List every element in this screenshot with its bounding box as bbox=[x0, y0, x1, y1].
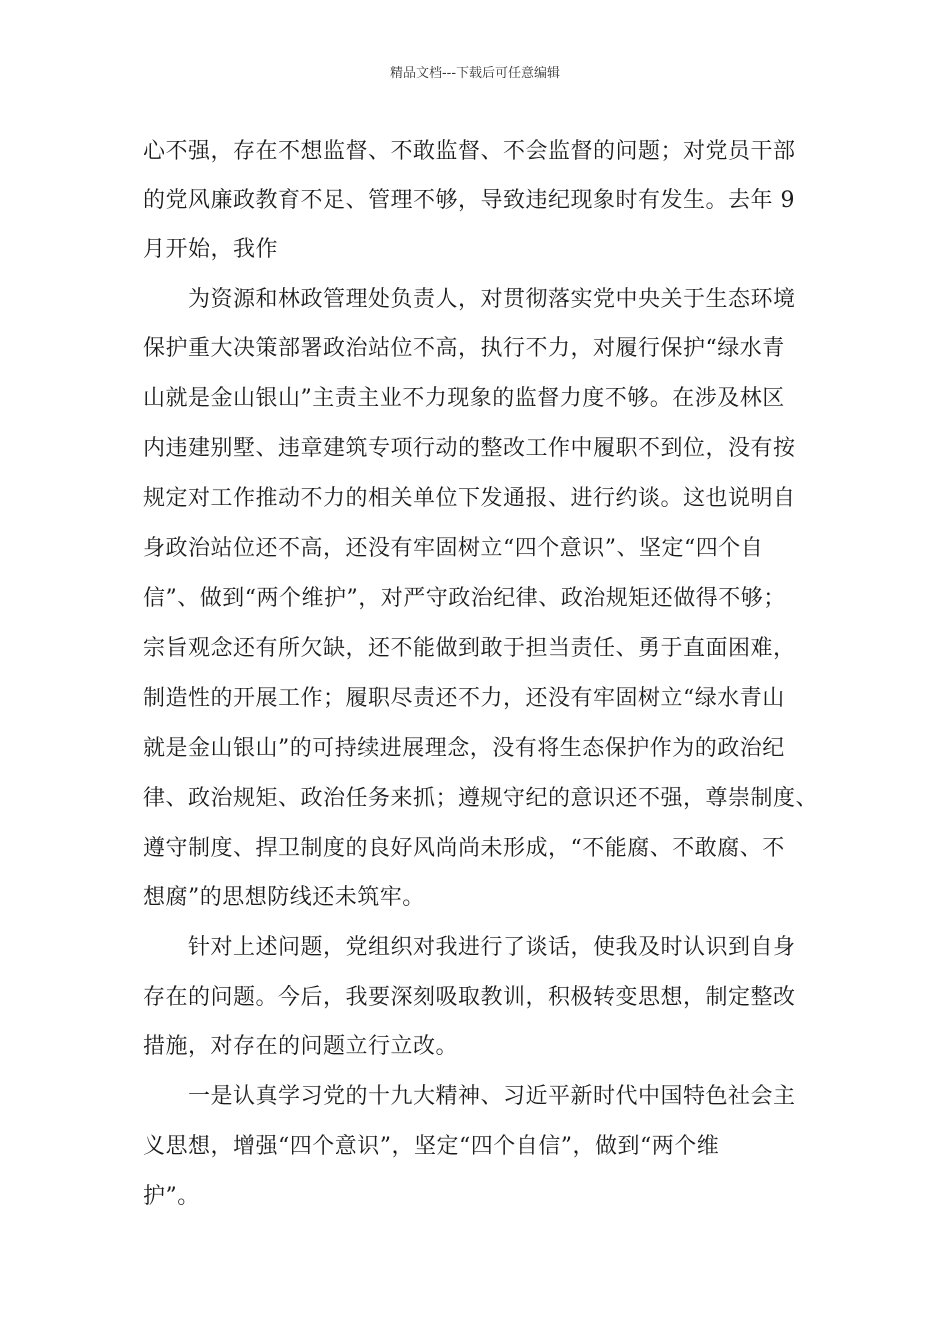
text-line: 义思想，增强“四个意识”，坚定“四个自信”，做到“两个维 bbox=[143, 1134, 720, 1159]
text-line: 山就是金山银山”主责主业不力现象的监督力度不够。在涉及林区 bbox=[143, 386, 785, 411]
text-line: 就是金山银山”的可持续进展理念，没有将生态保护作为的政治纪 bbox=[143, 736, 785, 761]
text-line: 制造性的开展工作；履职尽责还不力，还没有牢固树立“绿水青山 bbox=[143, 686, 785, 711]
text-line: 心不强，存在不想监督、不敢监督、不会监督的问题；对党员干部 bbox=[143, 139, 796, 164]
text-line: 律、政治规矩、政治任务来抓；遵规守纪的意识还不强，尊崇制度、 bbox=[143, 786, 819, 811]
text-line: 保护重大决策部署政治站位不高，执行不力，对履行保护“绿水青 bbox=[143, 336, 785, 361]
paragraph-first-line: 一是认真学习党的十九大精神、习近平新时代中国特色社会主 bbox=[188, 1084, 796, 1109]
paragraph-first-line: 针对上述问题，党组织对我进行了谈话，使我及时认识到自身 bbox=[188, 935, 796, 960]
text-line: 月开始，我作 bbox=[143, 237, 279, 262]
text-line: 宗旨观念还有所欠缺，还不能做到敢于担当责任、勇于直面困难， bbox=[143, 636, 796, 661]
text-line: 信”、做到“两个维护”，对严守政治纪律、政治规矩还做得不够； bbox=[143, 586, 786, 611]
text-line: 的党风廉政教育不足、管理不够，导致违纪现象时有发生。去年 9 bbox=[143, 188, 795, 213]
paragraph-first-line: 为资源和林政管理处负责人，对贯彻落实党中央关于生态环境 bbox=[188, 287, 796, 312]
text-line: 规定对工作推动不力的相关单位下发通报、进行约谈。这也说明自 bbox=[143, 486, 796, 511]
text-line: 存在的问题。今后，我要深刻吸取教训，积极转变思想，制定整改 bbox=[143, 985, 796, 1010]
text-line: 措施，对存在的问题立行立改。 bbox=[143, 1034, 459, 1059]
page-header: 精品文档---下载后可任意编辑 bbox=[389, 66, 561, 81]
text-line: 想腐”的思想防线还未筑牢。 bbox=[143, 885, 425, 910]
text-line: 内违建别墅、违章建筑专项行动的整改工作中履职不到位，没有按 bbox=[143, 436, 796, 461]
text-line: 护”。 bbox=[143, 1184, 200, 1209]
text-line: 身政治站位还不高，还没有牢固树立“四个意识”、坚定“四个自 bbox=[143, 536, 764, 561]
text-line: 遵守制度、捍卫制度的良好风尚尚未形成，“不能腐、不敢腐、不 bbox=[143, 836, 785, 861]
